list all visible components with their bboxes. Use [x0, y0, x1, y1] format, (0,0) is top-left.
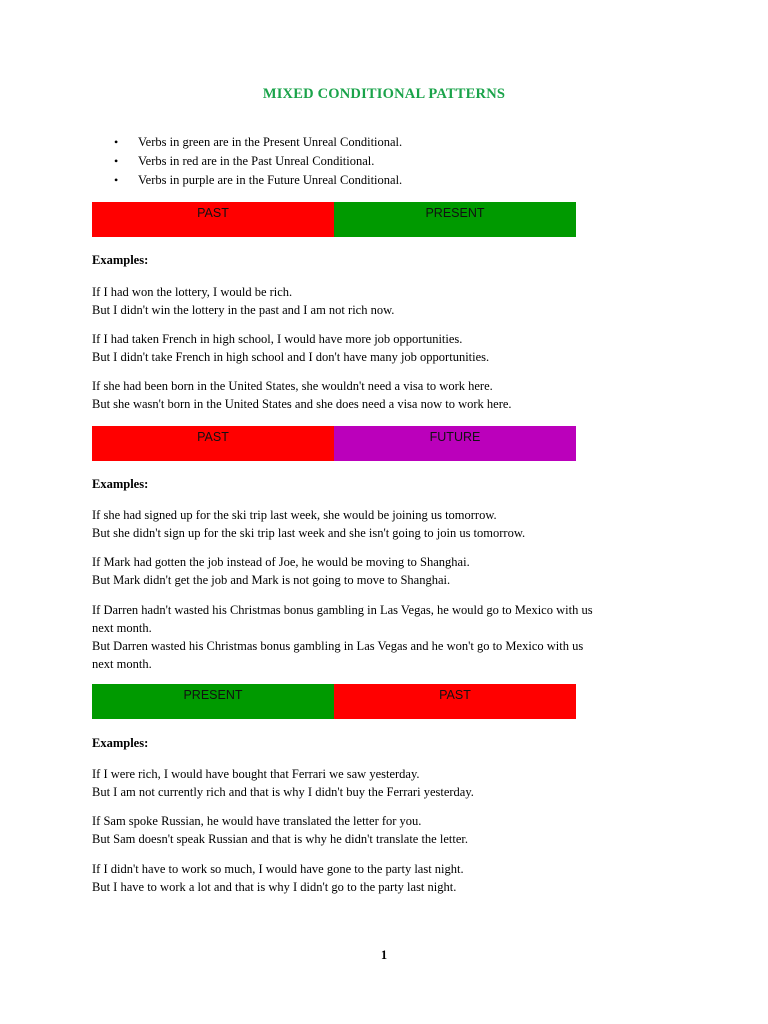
bar-segment-past: PAST [334, 684, 576, 719]
example-block: If Darren hadn't wasted his Christmas bonus gambling in Las Vegas, he would go to Mexico with us next month. But Darren wasted his Christmas bonus gambling in Las Vegas and he won't go to Mexico with us next month. [92, 603, 593, 671]
example-block: If I had taken French in high school, I would have more job opportunities. But I didn't take French in high school and I don't have many job opportunities. [92, 332, 490, 364]
page-number: 1 [380, 948, 388, 962]
example-block: If I had won the lottery, I would be rich. But I didn't win the lottery in the past and I am not rich now. [92, 285, 395, 317]
list-item: • Verbs in red are in the Past Unreal Conditional. [114, 152, 402, 171]
example-block: If I didn't have to work so much, I would have gone to the party last night. But I have to work a lot and that is why I didn't go to the party last night. [92, 862, 464, 894]
example-block: If I were rich, I would have bought that Ferrari we saw yesterday. But I am not currently rich and that is why I didn't buy the Ferrari yesterday. [92, 767, 474, 799]
list-item: • Verbs in purple are in the Future Unreal Conditional. [114, 171, 402, 190]
section-1-timeline-bar [92, 202, 576, 237]
bar-segment-past: PAST [92, 426, 334, 461]
section-3-timeline-bar [92, 684, 576, 719]
examples-heading: Examples: [92, 477, 149, 491]
section-2-timeline-bar [92, 426, 576, 461]
bar-segment-present: PRESENT [92, 684, 334, 719]
bar-segment-past: PAST [92, 202, 334, 237]
page-title: MIXED CONDITIONAL PATTERNS [262, 86, 506, 102]
bullet-icon: • [114, 173, 119, 187]
example-block: If Mark had gotten the job instead of Joe, he would be moving to Shanghai. But Mark didn't get the job and Mark is not going to move to Shanghai. [92, 555, 470, 587]
bullet-icon: • [114, 154, 119, 168]
example-block: If Sam spoke Russian, he would have translated the letter for you. But Sam doesn't speak Russian and that is why he didn't translate the letter. [92, 814, 468, 846]
example-block: If she had signed up for the ski trip last week, she would be joining us tomorrow. But she didn't sign up for the ski trip last week and she isn't going to join us tomorrow. [92, 508, 526, 540]
legend-list [114, 133, 402, 190]
example-block: If she had been born in the United States, she wouldn't need a visa to work here. But she wasn't born in the United States and she does need a visa now to work here. [92, 379, 512, 411]
bar-segment-future: FUTURE [334, 426, 576, 461]
bullet-icon: • [114, 135, 119, 149]
examples-heading: Examples: [92, 253, 149, 267]
examples-heading: Examples: [92, 736, 149, 750]
list-item: • Verbs in green are in the Present Unreal Conditional. [114, 133, 402, 152]
bar-segment-present: PRESENT [334, 202, 576, 237]
